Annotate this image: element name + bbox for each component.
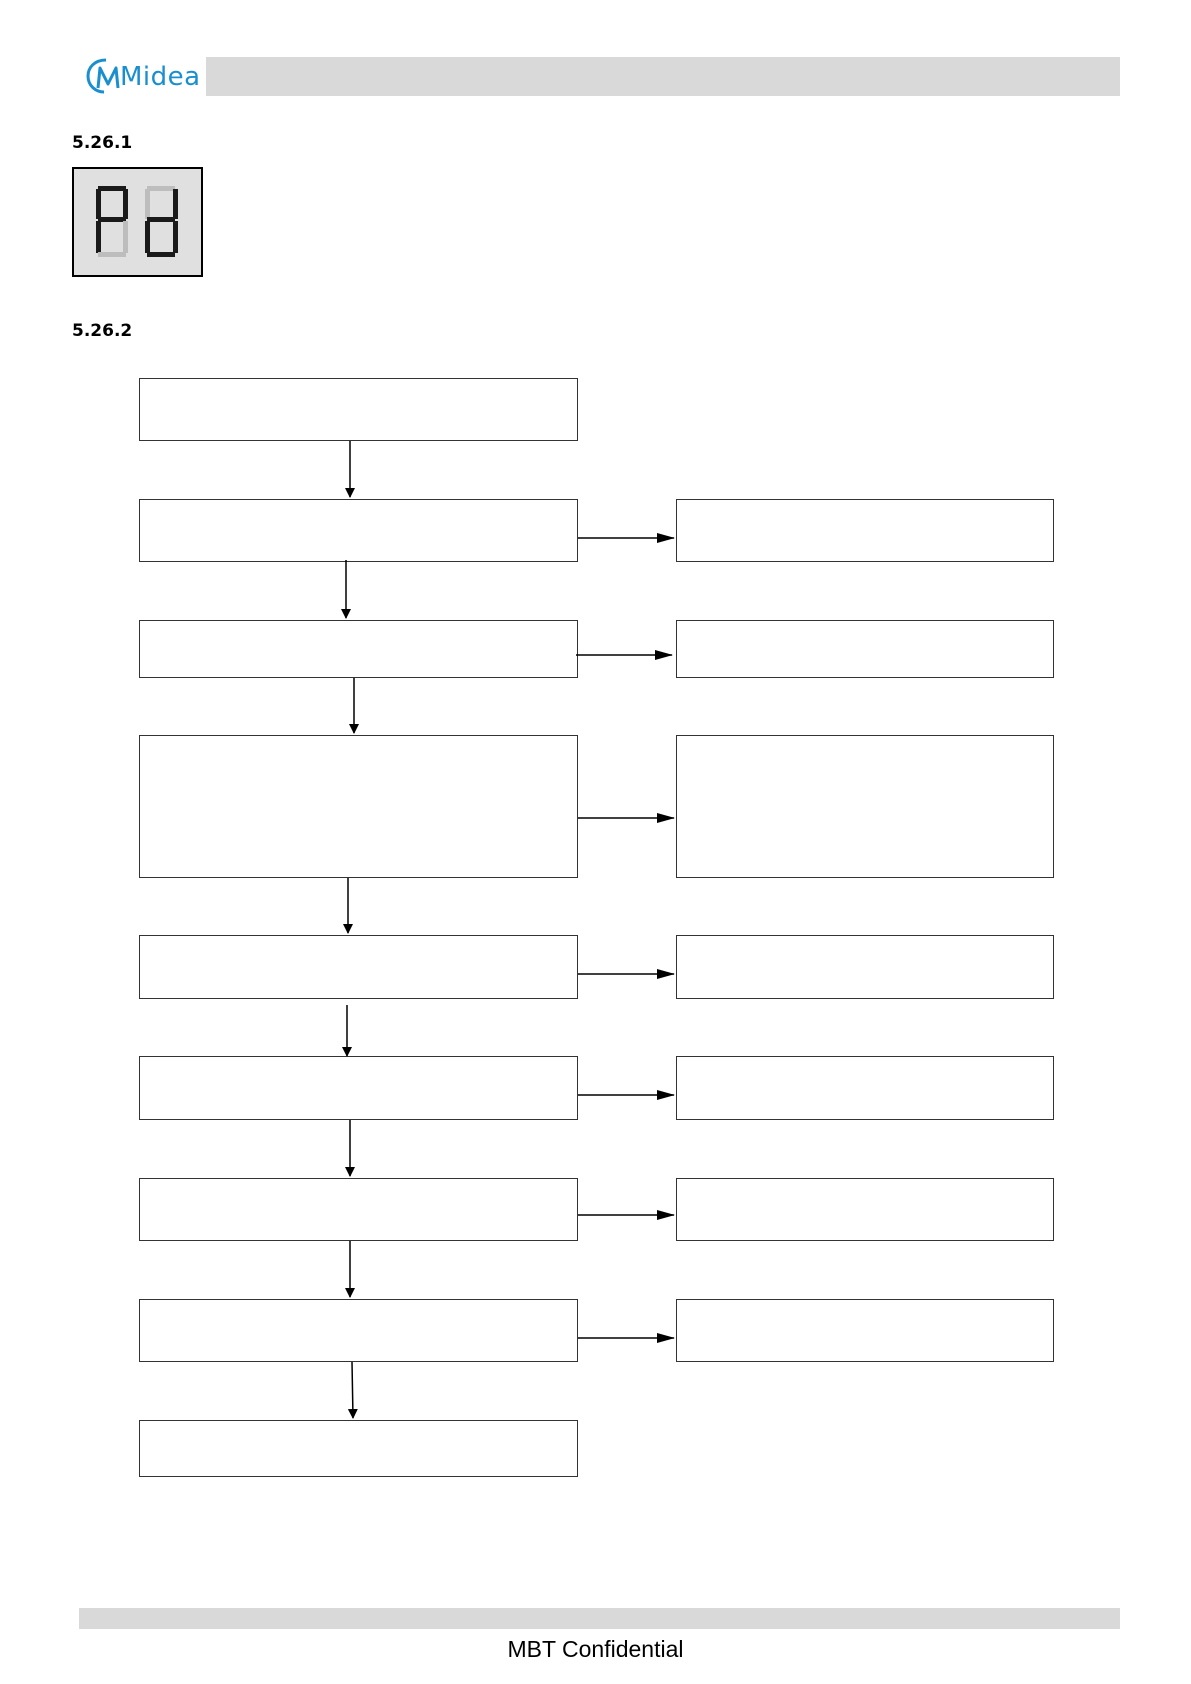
header-bar bbox=[206, 57, 1120, 96]
flowchart-action-2 bbox=[676, 620, 1054, 678]
flowchart-action-4 bbox=[676, 935, 1054, 999]
logo-text: Midea bbox=[120, 62, 201, 92]
flowchart-action-1 bbox=[676, 499, 1054, 562]
flowchart-action-3 bbox=[676, 735, 1054, 878]
section-number-flowchart: 5.26.2 bbox=[72, 321, 133, 341]
flowchart-action-7 bbox=[676, 1299, 1054, 1362]
lcd-display bbox=[72, 167, 203, 277]
flowchart-step-9 bbox=[139, 1420, 578, 1477]
flowchart-action-5 bbox=[676, 1056, 1054, 1120]
flowchart-step-8 bbox=[139, 1299, 578, 1362]
flowchart-step-5 bbox=[139, 935, 578, 999]
flowchart-step-3 bbox=[139, 620, 578, 678]
flowchart-step-6 bbox=[139, 1056, 578, 1120]
footer-confidential: MBT Confidential bbox=[507, 1636, 684, 1662]
flowchart-step-1 bbox=[139, 378, 578, 441]
footer-bar bbox=[79, 1608, 1120, 1629]
flowchart-step-4 bbox=[139, 735, 578, 878]
lcd-digits bbox=[74, 169, 201, 275]
flowchart-step-7 bbox=[139, 1178, 578, 1241]
midea-logo bbox=[86, 52, 201, 102]
flowchart-step-2 bbox=[139, 499, 578, 562]
section-number-display: 5.26.1 bbox=[72, 133, 133, 153]
flowchart-action-6 bbox=[676, 1178, 1054, 1241]
arrow-down-8 bbox=[352, 1362, 353, 1418]
